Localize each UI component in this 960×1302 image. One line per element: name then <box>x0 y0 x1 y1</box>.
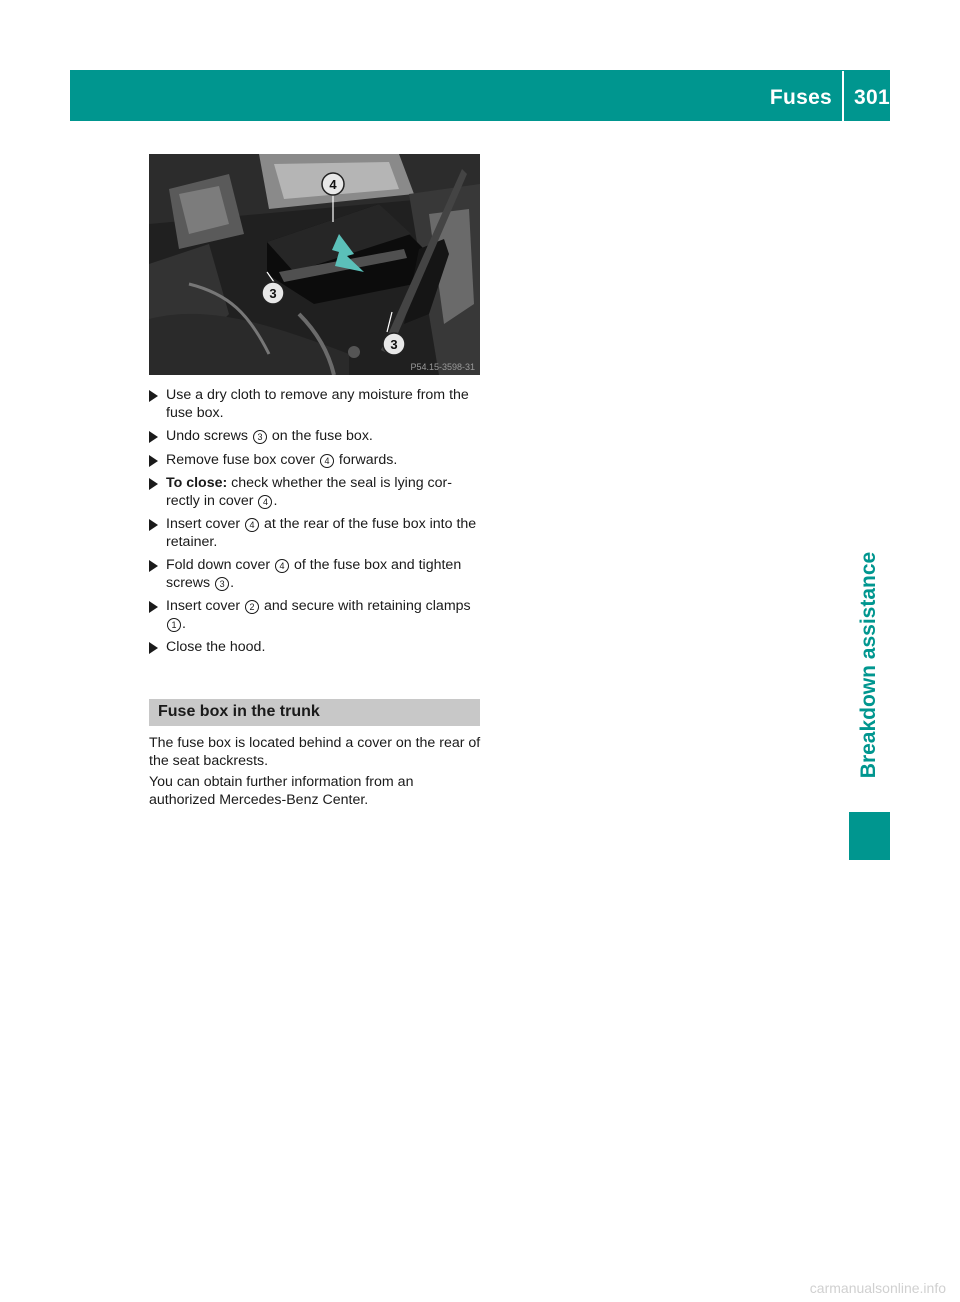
callout-ref: 4 <box>245 518 259 532</box>
instruction-steps <box>149 387 481 663</box>
step-text: . <box>273 492 278 509</box>
step-arrow-icon <box>149 431 158 443</box>
step-text: Fold down cover <box>166 557 275 573</box>
header-title <box>770 86 890 110</box>
svg-text:4: 4 <box>329 177 337 192</box>
chapter-tab-label: Breakdown assistance <box>857 551 881 779</box>
step-3 <box>149 452 481 470</box>
step-text: Close the hood. <box>166 639 266 655</box>
step-text: on the fuse box. <box>267 428 373 444</box>
step-text: forwards. <box>334 451 398 468</box>
step-text: . <box>230 574 235 591</box>
callout-ref: 4 <box>258 495 272 509</box>
step-8 <box>149 639 481 657</box>
step-text: Insert cover <box>166 516 245 532</box>
section-title: Fuses <box>769 86 833 109</box>
step-text: of the fuse box and tighten screws <box>166 557 462 591</box>
section-heading <box>149 699 480 726</box>
step-text: and secure with retaining clamps <box>260 598 471 614</box>
section-paragraph-2: You can obtain further information from an authorized Mercedes-Benz Center. <box>149 774 414 808</box>
step-text: . <box>182 615 186 632</box>
page-number: 301 <box>854 86 890 109</box>
step-arrow-icon <box>149 478 158 490</box>
image-code: P54.15-3598-31 <box>410 362 475 372</box>
step-5 <box>149 516 481 551</box>
step-text: check whether the seal is lying cor-rectly in cover <box>166 475 452 509</box>
callout-ref: 3 <box>215 577 229 591</box>
watermark: carmanualsonline.info <box>809 1280 946 1296</box>
step-2 <box>149 428 481 446</box>
header-bar <box>70 70 890 121</box>
step-text: Use a dry cloth to remove any moisture from the fuse box. <box>166 387 469 421</box>
step-text: Remove fuse box cover <box>166 451 319 468</box>
step-arrow-icon <box>149 560 158 572</box>
step-text: Insert cover <box>166 598 245 614</box>
header-separator <box>842 71 844 122</box>
step-6 <box>149 557 481 592</box>
section-heading-text: Fuse box in the trunk <box>158 703 320 720</box>
step-arrow-icon <box>149 519 158 531</box>
chapter-tab <box>849 545 890 785</box>
step-arrow-icon <box>149 601 158 613</box>
callout-ref: 4 <box>275 559 289 573</box>
fuse-box-photo <box>149 154 480 375</box>
step-lead: To close: <box>166 475 228 491</box>
callout-ref: 1 <box>167 618 181 632</box>
callout-ref: 3 <box>253 430 267 444</box>
step-arrow-icon <box>149 642 158 654</box>
step-text: Undo screws <box>166 428 252 444</box>
step-7 <box>149 598 481 633</box>
svg-text:3: 3 <box>390 337 398 352</box>
callout-3-right <box>383 333 405 355</box>
section-paragraph-1: The fuse box is located behind a cover on the rear of the seat backrests. <box>149 735 481 769</box>
fuse-box-illustration <box>149 154 480 375</box>
step-4 <box>149 475 481 510</box>
step-arrow-icon <box>149 390 158 402</box>
callout-ref: 4 <box>320 454 334 468</box>
callout-4 <box>322 173 344 195</box>
svg-text:3: 3 <box>269 286 277 301</box>
step-1 <box>149 387 481 422</box>
step-arrow-icon <box>149 455 158 467</box>
callout-3-left <box>262 282 284 304</box>
chapter-marker <box>849 812 890 860</box>
step-text: at the rear of the fuse box into the retainer. <box>166 516 477 550</box>
callout-ref: 2 <box>245 600 259 614</box>
